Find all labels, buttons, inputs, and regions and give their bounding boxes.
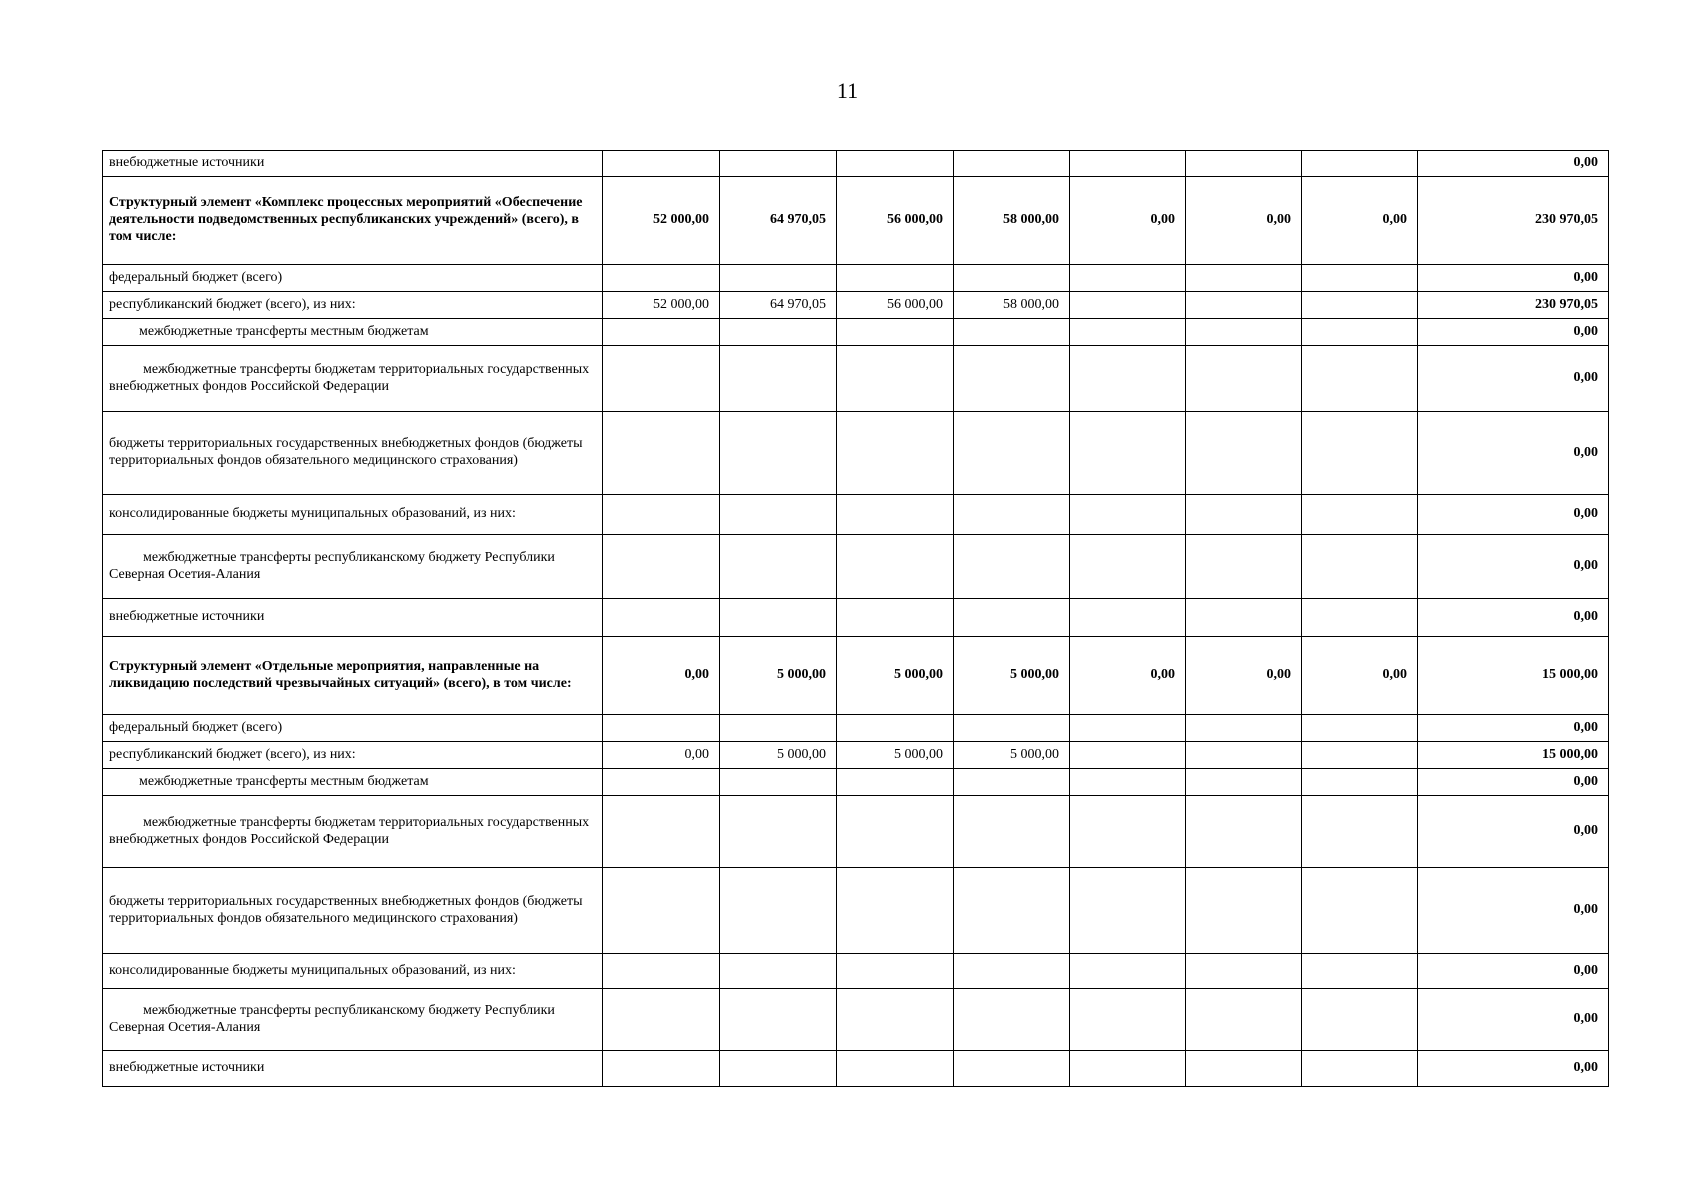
value-cell [1186, 265, 1302, 292]
value-cell: 56 000,00 [837, 292, 954, 319]
value-cell [1302, 265, 1418, 292]
value-cell [1186, 495, 1302, 535]
table-row [103, 346, 1609, 412]
table-row [103, 177, 1609, 265]
value-cell [603, 346, 720, 412]
value-cell [1070, 599, 1186, 637]
budget-table-body [103, 151, 1609, 1087]
table-row [103, 769, 1609, 796]
value-cell: 58 000,00 [954, 292, 1070, 319]
value-cell [1070, 535, 1186, 599]
row-total-cell: 0,00 [1418, 346, 1609, 412]
value-cell [1186, 868, 1302, 954]
value-cell [1186, 796, 1302, 868]
value-cell [1070, 954, 1186, 989]
value-cell [1302, 292, 1418, 319]
row-label: внебюджетные источники [103, 151, 603, 177]
row-total-cell: 15 000,00 [1418, 637, 1609, 715]
row-label: бюджеты территориальных государственных внебюджетных фондов (бюджеты территориальных фондов обязательного медицинского страхования) [103, 868, 603, 954]
value-cell: 5 000,00 [837, 742, 954, 769]
value-cell [720, 151, 837, 177]
value-cell: 0,00 [603, 637, 720, 715]
value-cell [954, 769, 1070, 796]
value-cell [720, 412, 837, 495]
value-cell: 0,00 [1070, 177, 1186, 265]
value-cell [720, 535, 837, 599]
value-cell: 5 000,00 [720, 742, 837, 769]
row-total-cell: 0,00 [1418, 535, 1609, 599]
row-label: республиканский бюджет (всего), из них: [103, 292, 603, 319]
value-cell: 52 000,00 [603, 177, 720, 265]
value-cell [720, 495, 837, 535]
value-cell [954, 412, 1070, 495]
row-label: межбюджетные трансферты республиканскому бюджету Республики Северная Осетия-Алания [103, 535, 603, 599]
value-cell [1302, 151, 1418, 177]
value-cell [1070, 715, 1186, 742]
value-cell [837, 715, 954, 742]
row-total-cell: 230 970,05 [1418, 177, 1609, 265]
value-cell [603, 715, 720, 742]
value-cell [720, 954, 837, 989]
row-total-cell: 0,00 [1418, 954, 1609, 989]
row-label: консолидированные бюджеты муниципальных образований, из них: [103, 495, 603, 535]
value-cell [837, 796, 954, 868]
row-label: федеральный бюджет (всего) [103, 715, 603, 742]
row-total-cell: 0,00 [1418, 599, 1609, 637]
row-total-cell: 0,00 [1418, 495, 1609, 535]
value-cell [1302, 954, 1418, 989]
value-cell [720, 319, 837, 346]
row-total-cell: 0,00 [1418, 1051, 1609, 1087]
table-row [103, 495, 1609, 535]
value-cell [1302, 989, 1418, 1051]
value-cell [1186, 769, 1302, 796]
value-cell: 5 000,00 [954, 637, 1070, 715]
value-cell [603, 769, 720, 796]
value-cell [954, 495, 1070, 535]
table-row [103, 954, 1609, 989]
value-cell: 0,00 [1302, 637, 1418, 715]
value-cell [837, 599, 954, 637]
value-cell [954, 1051, 1070, 1087]
value-cell [954, 796, 1070, 868]
value-cell [1186, 346, 1302, 412]
value-cell [720, 265, 837, 292]
value-cell [1302, 1051, 1418, 1087]
value-cell [954, 265, 1070, 292]
table-row [103, 742, 1609, 769]
value-cell [1186, 535, 1302, 599]
value-cell: 5 000,00 [837, 637, 954, 715]
value-cell [1070, 346, 1186, 412]
row-label: межбюджетные трансферты местным бюджетам [103, 319, 603, 346]
row-label: федеральный бюджет (всего) [103, 265, 603, 292]
row-total-cell: 0,00 [1418, 868, 1609, 954]
value-cell [1070, 495, 1186, 535]
table-row [103, 151, 1609, 177]
value-cell: 64 970,05 [720, 177, 837, 265]
value-cell: 0,00 [1186, 177, 1302, 265]
table-row [103, 989, 1609, 1051]
value-cell [603, 265, 720, 292]
value-cell [1070, 989, 1186, 1051]
value-cell [1302, 868, 1418, 954]
row-total-cell: 0,00 [1418, 319, 1609, 346]
value-cell [603, 535, 720, 599]
table-row [103, 535, 1609, 599]
value-cell [954, 346, 1070, 412]
value-cell [1070, 796, 1186, 868]
value-cell [837, 535, 954, 599]
value-cell [837, 989, 954, 1051]
value-cell [1070, 265, 1186, 292]
value-cell [837, 265, 954, 292]
value-cell [1302, 742, 1418, 769]
table-row [103, 637, 1609, 715]
value-cell [1302, 319, 1418, 346]
value-cell [837, 319, 954, 346]
value-cell [954, 599, 1070, 637]
row-label: межбюджетные трансферты местным бюджетам [103, 769, 603, 796]
value-cell [603, 151, 720, 177]
row-label: бюджеты территориальных государственных внебюджетных фондов (бюджеты территориальных фондов обязательного медицинского страхования) [103, 412, 603, 495]
value-cell [720, 989, 837, 1051]
table-row [103, 1051, 1609, 1087]
value-cell [720, 769, 837, 796]
table-row [103, 412, 1609, 495]
value-cell [720, 715, 837, 742]
value-cell: 0,00 [603, 742, 720, 769]
value-cell [720, 599, 837, 637]
value-cell [603, 599, 720, 637]
row-total-cell: 0,00 [1418, 769, 1609, 796]
value-cell: 5 000,00 [954, 742, 1070, 769]
row-total-cell: 0,00 [1418, 151, 1609, 177]
value-cell [1302, 599, 1418, 637]
value-cell [837, 1051, 954, 1087]
table-row [103, 715, 1609, 742]
value-cell [1186, 599, 1302, 637]
value-cell [603, 954, 720, 989]
table-row [103, 868, 1609, 954]
value-cell [954, 319, 1070, 346]
row-total-cell: 0,00 [1418, 265, 1609, 292]
value-cell [1186, 715, 1302, 742]
row-label: межбюджетные трансферты бюджетам территориальных государственных внебюджетных фондов Российской Федерации [103, 346, 603, 412]
value-cell [603, 1051, 720, 1087]
value-cell [1070, 1051, 1186, 1087]
value-cell [1302, 495, 1418, 535]
row-total-cell: 0,00 [1418, 989, 1609, 1051]
value-cell [603, 495, 720, 535]
value-cell [1070, 151, 1186, 177]
value-cell [1070, 868, 1186, 954]
value-cell: 52 000,00 [603, 292, 720, 319]
value-cell: 0,00 [1070, 637, 1186, 715]
row-label: Структурный элемент «Комплекс процессных мероприятий «Обеспечение деятельности подведомственных республиканских учреждений» (всего), в том числе: [103, 177, 603, 265]
value-cell [603, 989, 720, 1051]
value-cell [603, 868, 720, 954]
value-cell [954, 151, 1070, 177]
value-cell [954, 954, 1070, 989]
value-cell: 5 000,00 [720, 637, 837, 715]
value-cell [1070, 742, 1186, 769]
value-cell [1186, 742, 1302, 769]
value-cell [1302, 769, 1418, 796]
value-cell [1186, 151, 1302, 177]
row-total-cell: 15 000,00 [1418, 742, 1609, 769]
value-cell [1302, 346, 1418, 412]
value-cell [837, 868, 954, 954]
value-cell [1186, 412, 1302, 495]
budget-table [102, 150, 1609, 1087]
value-cell [837, 346, 954, 412]
value-cell [720, 346, 837, 412]
value-cell [603, 412, 720, 495]
row-total-cell: 0,00 [1418, 796, 1609, 868]
table-row [103, 265, 1609, 292]
row-total-cell: 0,00 [1418, 715, 1609, 742]
table-row [103, 319, 1609, 346]
value-cell [837, 495, 954, 535]
value-cell [837, 769, 954, 796]
row-label: межбюджетные трансферты бюджетам территориальных государственных внебюджетных фондов Российской Федерации [103, 796, 603, 868]
value-cell: 56 000,00 [837, 177, 954, 265]
value-cell [720, 1051, 837, 1087]
value-cell [1070, 412, 1186, 495]
value-cell [1302, 535, 1418, 599]
value-cell [837, 412, 954, 495]
value-cell [603, 319, 720, 346]
value-cell [1186, 989, 1302, 1051]
row-label: Структурный элемент «Отдельные мероприятия, направленные на ликвидацию последствий чрезвычайных ситуаций» (всего), в том числе: [103, 637, 603, 715]
value-cell [837, 151, 954, 177]
value-cell [954, 715, 1070, 742]
row-total-cell: 0,00 [1418, 412, 1609, 495]
table-row [103, 796, 1609, 868]
value-cell [954, 989, 1070, 1051]
page-number: 11 [836, 78, 859, 103]
value-cell [1302, 412, 1418, 495]
value-cell [603, 796, 720, 868]
row-total-cell: 230 970,05 [1418, 292, 1609, 319]
value-cell: 58 000,00 [954, 177, 1070, 265]
value-cell [1186, 319, 1302, 346]
value-cell [1302, 796, 1418, 868]
value-cell: 64 970,05 [720, 292, 837, 319]
value-cell [1070, 769, 1186, 796]
value-cell [837, 954, 954, 989]
row-label: внебюджетные источники [103, 599, 603, 637]
row-label: республиканский бюджет (всего), из них: [103, 742, 603, 769]
value-cell [1186, 954, 1302, 989]
table-row [103, 292, 1609, 319]
value-cell [1070, 292, 1186, 319]
value-cell [1186, 292, 1302, 319]
value-cell: 0,00 [1186, 637, 1302, 715]
table-row [103, 599, 1609, 637]
value-cell [720, 796, 837, 868]
value-cell [1070, 319, 1186, 346]
value-cell [1186, 1051, 1302, 1087]
value-cell [720, 868, 837, 954]
value-cell [954, 868, 1070, 954]
row-label: внебюджетные источники [103, 1051, 603, 1087]
value-cell [1302, 715, 1418, 742]
value-cell [954, 535, 1070, 599]
row-label: межбюджетные трансферты республиканскому бюджету Республики Северная Осетия-Алания [103, 989, 603, 1051]
row-label: консолидированные бюджеты муниципальных образований, из них: [103, 954, 603, 989]
value-cell: 0,00 [1302, 177, 1418, 265]
